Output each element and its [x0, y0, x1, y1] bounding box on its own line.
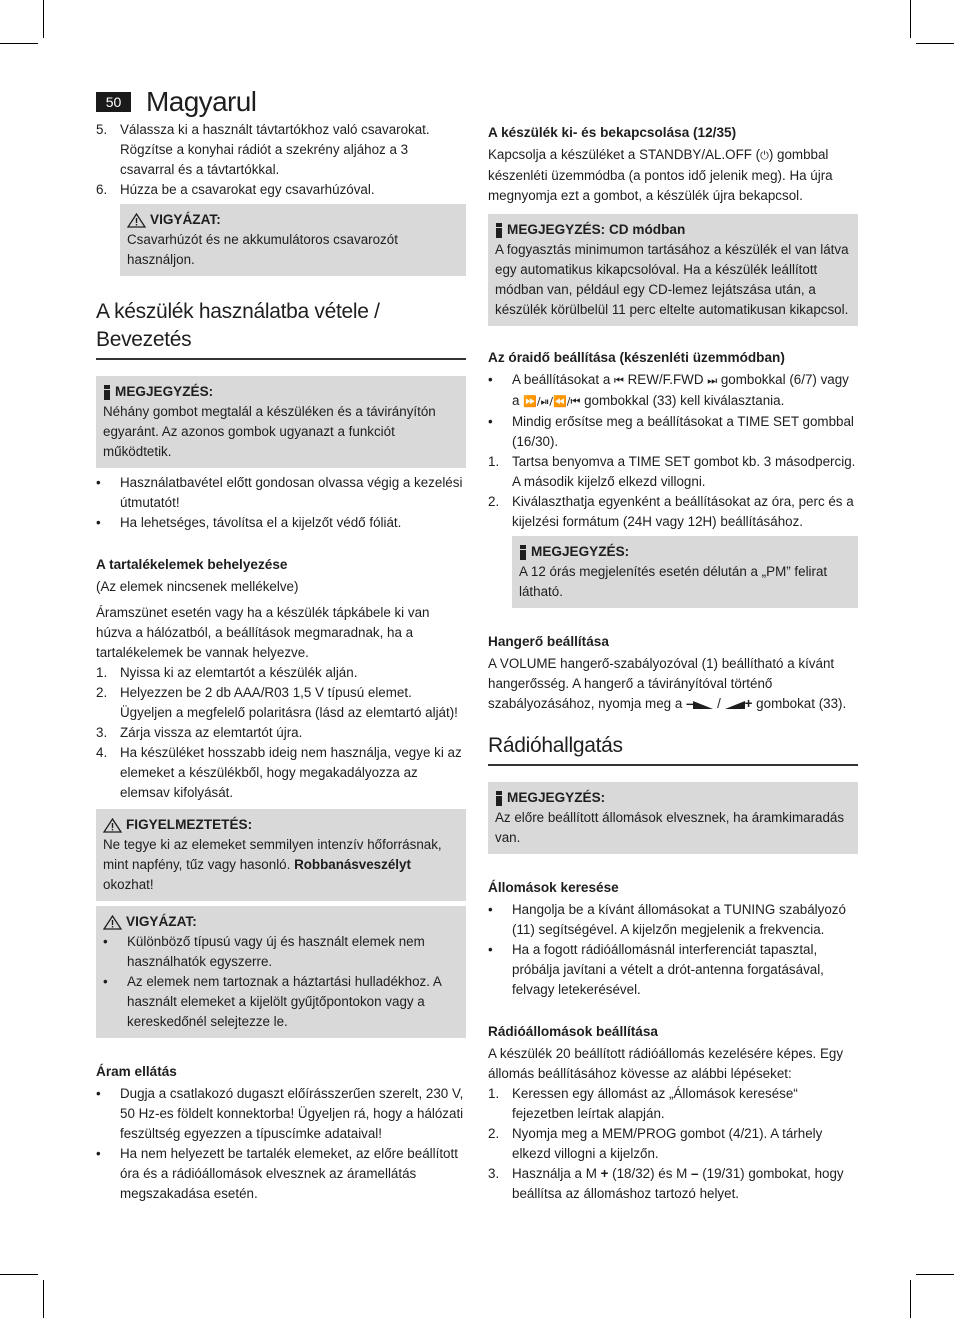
note-text: A fogyasztás minimumon tartásához a készülék el van látva egy automatikus kikapcsolóval. Ha a készülék leállított módban van, például egy CD-lemez lejátszása után, a készülék körülbelül 11 perc eltelte automatikusan kikapcsol.	[495, 242, 849, 317]
subheading: Rádióállomások beállítása	[488, 1024, 658, 1039]
list-item: • Különböző típusú vagy új és használt elemek nem használhatók egyszerre.	[103, 934, 425, 969]
bullet-list	[96, 473, 466, 533]
volume-minus-icon: –	[686, 696, 694, 711]
list-item: 2. Kiválaszthatja egyenként a beállításokat az óra, perc és a kijelzési formátum (24H vagy 12H) beállításához.	[488, 494, 854, 529]
note-box	[96, 376, 466, 468]
list-item: 4. Ha készüléket hosszabb ideig nem használja, vegye ki az elemeket a készülékből, hogy megakadályozza az elemsav kifolyását.	[96, 745, 462, 800]
paragraph: Kapcsolja a készüléket a STANDBY/AL.OFF (⏻) gombbal készenléti üzemmódba (a pontos idő jelenik meg). Ha újra megnyomja ezt a gombot, a készülék újra bekapcsol.	[488, 147, 833, 203]
volume-down-icon	[693, 699, 713, 709]
list-item: 1. Tartsa benyomva a TIME SET gombot kb. 3 másodpercig. A második kijelző elkezd villogni.	[488, 454, 856, 489]
right-column	[488, 123, 858, 1204]
crop-mark	[910, 0, 911, 38]
battery-steps	[96, 663, 466, 803]
clock-steps	[488, 452, 858, 532]
volume-up-icon	[725, 699, 745, 709]
note-text: A 12 órás megjelenítés esetén délután a „PM” felirat látható.	[519, 564, 828, 599]
paragraph: A VOLUME hangerő-szabályozóval (1) beállítható a kívánt hangerősség. A hangerő a távirányítóval történő szabályozásához, nyomja meg a – / + gombokat (33).	[488, 656, 847, 711]
crop-mark	[43, 1280, 44, 1318]
crop-mark	[0, 1274, 38, 1275]
caution-title: VIGYÁZAT:	[126, 914, 197, 929]
list-item: • Használatbavétel előtt gondosan olvassa végig a kezelési útmutatót!	[96, 475, 463, 510]
caution-box	[96, 906, 466, 1038]
minus-icon: –	[691, 1166, 699, 1181]
note-title: MEGJEGYZÉS:	[531, 544, 630, 559]
list-item: • A beállításokat a ⏮ REW/F.FWD ⏭ gombokkal (6/7) vagy a ⏩/⏯/⏪/⏮ gombokkal (33) kell kiválasztania.	[488, 372, 849, 408]
note-text: Néhány gombot megtalál a készüléken és a távirányítón egyaránt. Az azonos gombok ugyanazt a funkciót működtetik.	[103, 404, 436, 459]
steps-top	[96, 120, 466, 200]
list-item: 3. Zárja vissza az elemtartót újra.	[96, 725, 303, 740]
note-box	[512, 536, 858, 608]
note-title: MEGJEGYZÉS:	[507, 790, 606, 805]
subheading: Áram ellátás	[96, 1064, 177, 1079]
caution-box	[120, 204, 466, 276]
note-title: MEGJEGYZÉS:	[115, 384, 214, 399]
list-item: 1. Keressen egy állomást az „Állomások keresése“ fejezetben leírtak alapján.	[488, 1086, 798, 1121]
subheading: Hangerő beállítása	[488, 634, 609, 649]
note-title: MEGJEGYZÉS: CD módban	[507, 222, 686, 237]
skip-back-icon: ⏮	[614, 374, 624, 387]
warning-box	[96, 809, 466, 901]
bullet-list	[96, 1084, 466, 1204]
list-item: • Ha lehetséges, távolítsa el a kijelzőt védő fóliát.	[96, 515, 402, 530]
note-box	[488, 782, 858, 854]
page-title: Magyarul	[146, 86, 257, 117]
bullet-list	[488, 370, 858, 452]
preset-steps	[488, 1084, 858, 1204]
warning-text: Ne tegye ki az elemeket semmilyen intenzív hőforrásnak, mint napfény, tűz vagy hasonló. Robbanásveszélyt okozhat!	[103, 837, 442, 892]
subheading: A készülék ki- és bekapcsolása (12/35)	[488, 125, 737, 140]
volume-plus-icon: +	[744, 696, 753, 711]
paragraph: Áramszünet esetén vagy ha a készülék tápkábele ki van húzva a hálózatból, a beállítások megmaradnak, ha a tartalékelemek be vannak helyezve.	[96, 605, 430, 660]
info-icon	[495, 223, 503, 238]
list-item: 1. Nyissa ki az elemtartót a készülék alján.	[96, 665, 358, 680]
list-item: • Az elemek nem tartoznak a háztartási hulladékhoz. A használt elemeket a kijelölt gyűjtőpontokon vagy a kereskedőnél selejtezze le.	[103, 974, 442, 1029]
page-number: 50	[96, 92, 131, 112]
crop-mark	[910, 1280, 911, 1318]
crop-mark	[43, 0, 44, 38]
info-icon	[495, 791, 503, 806]
list-item: 5. Válassza ki a használt távtartókhoz való csavarokat. Rögzítse a konyhai rádiót a szekrény aljához a 3 csavarral és a távtartókkal.	[96, 122, 430, 177]
crop-mark	[0, 43, 38, 44]
list-item: 6. Húzza be a csavarokat egy csavarhúzóval.	[96, 182, 375, 197]
subheading: Állomások keresése	[488, 880, 619, 895]
caution-title: VIGYÁZAT:	[150, 212, 221, 227]
paragraph: (Az elemek nincsenek mellékelve)	[96, 579, 299, 594]
list-item: 3. Használja a M + (18/32) és M – (19/31) gombokat, hogy beállítsa az állomáshoz tartozó helyet.	[488, 1166, 844, 1201]
list-item: 2. Nyomja meg a MEM/PROG gombot (4/21). A tárhely elkezd villogni a kijelzőn.	[488, 1126, 823, 1161]
warning-icon	[127, 213, 146, 228]
plus-icon: +	[600, 1166, 609, 1181]
list-item: • Hangolja be a kívánt állomásokat a TUNING szabályozó (11) segítségével. A kijelzőn megjelenik a frekvencia.	[488, 902, 846, 937]
warning-icon	[103, 818, 122, 833]
section-heading: A készülék használatba vétele / Bevezetés	[96, 298, 466, 360]
list-item: • Mindig erősítse meg a beállításokat a TIME SET gombbal (16/30).	[488, 414, 854, 449]
info-icon	[103, 385, 111, 400]
power-icon: ⏻	[760, 149, 769, 162]
warning-icon	[103, 915, 122, 930]
list-item: • Dugja a csatlakozó dugaszt előírásszerűen szerelt, 230 V, 50 Hz-es földelt konnektorba! Ügyeljen rá, hogy a hálózati feszültség egyezzen a típuscímke adataival!	[96, 1086, 464, 1141]
note-text: Az előre beállított állomások elvesznek, ha áramkimaradás van.	[495, 810, 845, 845]
transport-icons: ⏩/⏯/⏪/⏮	[523, 395, 581, 408]
list-item: • Ha nem helyezett be tartalék elemeket, az előre beállított óra és a rádióállomások elvesznek az áramellátás megszakadása esetén.	[96, 1146, 458, 1201]
skip-forward-icon: ⏭	[707, 374, 718, 387]
note-box	[488, 214, 858, 326]
list-item: • Ha a fogott rádióállomásnál interferenciát tapasztal, próbálja javítani a vételt a drót-antenna forgatásával, felvagy letekerésével.	[488, 942, 824, 997]
left-column	[96, 120, 466, 1204]
list-item: 2. Helyezzen be 2 db AAA/R03 1,5 V típusú elemet. Ügyeljen a megfelelő polaritásra (lásd az elemtartó alját)!	[96, 685, 458, 720]
subheading: Az óraidő beállítása (készenléti üzemmódban)	[488, 350, 785, 365]
crop-mark	[916, 1274, 954, 1275]
subheading: A tartalékelemek behelyezése	[96, 557, 288, 572]
crop-mark	[916, 43, 954, 44]
bullet-list	[488, 900, 858, 1000]
warning-title: FIGYELMEZTETÉS:	[126, 817, 253, 832]
section-heading: Rádióhallgatás	[488, 732, 858, 766]
caution-text: Csavarhúzót és ne akkumulátoros csavarozót használjon.	[127, 232, 398, 267]
paragraph: A készülék 20 beállított rádióállomás kezelésére képes. Egy állomás beállításához kövesse az alábbi lépéseket:	[488, 1046, 844, 1081]
info-icon	[519, 545, 527, 560]
